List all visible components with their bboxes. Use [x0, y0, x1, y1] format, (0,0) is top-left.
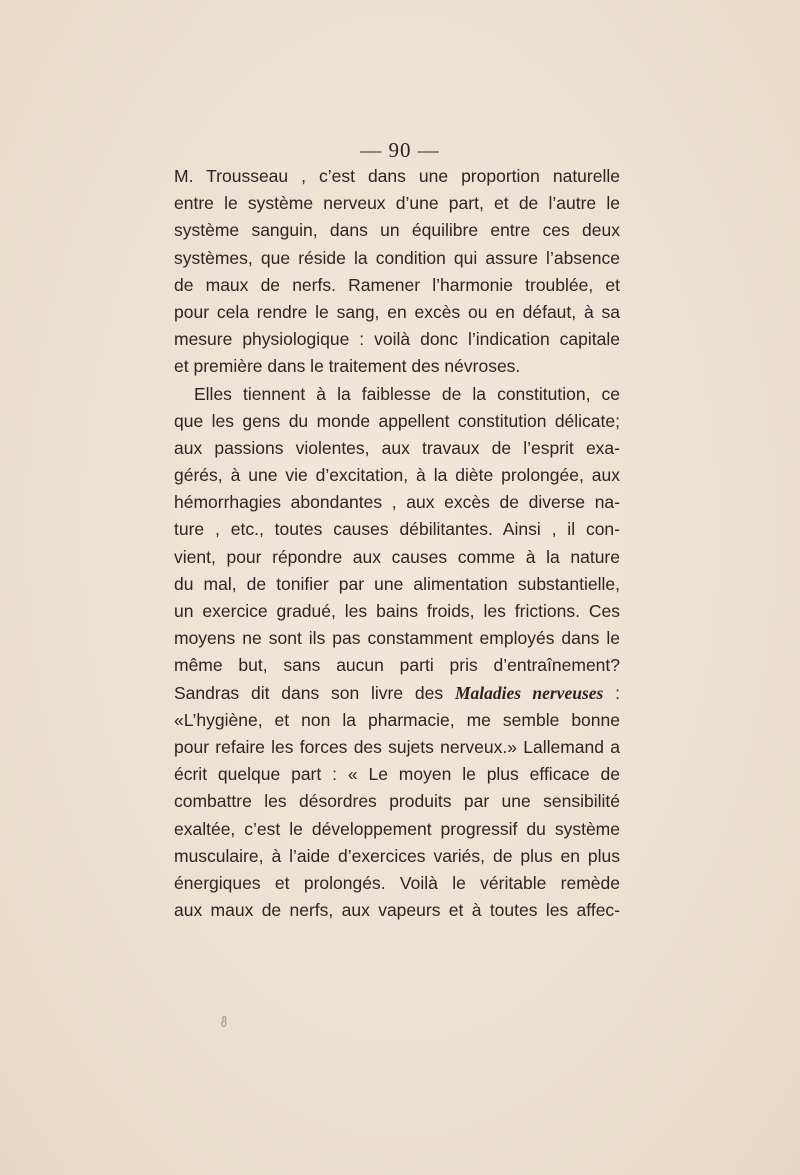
text-line: gérés, à une vie d’excitation, à la diète prolongée, aux	[174, 465, 620, 486]
text-line: pour cela rendre le sang, en excès ou en défaut, à sa	[174, 301, 620, 322]
text-line: moyens ne sont ils pas constamment employés dans le	[174, 628, 620, 649]
text-line: du mal, de tonifier par une alimentation substantielle,	[174, 573, 620, 594]
text-line: «L’hygiène, et non la pharmacie, me semble bonne	[174, 709, 620, 730]
text-line: de maux de nerfs. Ramener l’harmonie troublée, et	[174, 274, 620, 295]
text-line: vient, pour répondre aux causes comme à la nature	[174, 546, 620, 567]
text-line: même but, sans aucun parti pris d’entraînement?	[174, 655, 620, 676]
text-line: et première dans le traitement des névroses.	[174, 356, 521, 377]
text-line: hémorrhagies abondantes , aux excès de diverse na-	[174, 492, 620, 513]
text-line: ture , etc., toutes causes débilitantes. Ainsi , il con-	[174, 519, 620, 540]
text-line: M. Trousseau , c’est dans une proportion naturelle	[174, 166, 620, 186]
text-segment: Sandras dit dans son livre des	[174, 682, 444, 703]
text-line: mesure physiologique : voilà donc l’indication capitale	[174, 329, 620, 350]
text-line: pour refaire les forces des sujets nerveux.» Lallemand a	[174, 736, 620, 757]
text-line: un exercice gradué, les bains froids, les frictions. Ces	[174, 601, 620, 621]
text-line: système sanguin, dans un équilibre entre ces deux	[174, 220, 620, 241]
text-segment: :	[603, 682, 620, 703]
text-line: combattre les désordres produits par une sensibilité	[174, 791, 620, 812]
book-title: Maladies nerveuses	[454, 682, 604, 703]
text-line-with-title	[174, 680, 620, 707]
text-line: écrit quelque part : « Le moyen le plus efficace de	[174, 764, 620, 785]
page-number: — 90 —	[360, 138, 440, 162]
text-line: musculaire, à l’aide d’exercices variés, de plus en plus	[174, 845, 620, 866]
text-line: entre le système nerveux d’une part, et de l’autre le	[174, 193, 620, 214]
body-text	[174, 163, 620, 924]
text-line: énergiques et prolongés. Voilà le véritable remède	[174, 872, 620, 893]
text-line: aux maux de nerfs, aux vapeurs et à toutes les affec-	[174, 900, 620, 921]
text-line: Elles tiennent à la faiblesse de la constitution, ce	[194, 383, 620, 404]
text-line: systèmes, que réside la condition qui assure l’absence	[174, 247, 620, 268]
text-line: aux passions violentes, aux travaux de l’esprit exa-	[174, 437, 620, 458]
text-line: exaltée, c’est le développement progressif du système	[174, 818, 620, 839]
text-line: que les gens du monde appellent constitution délicate;	[174, 410, 620, 431]
ink-blot-mark	[220, 1015, 230, 1029]
